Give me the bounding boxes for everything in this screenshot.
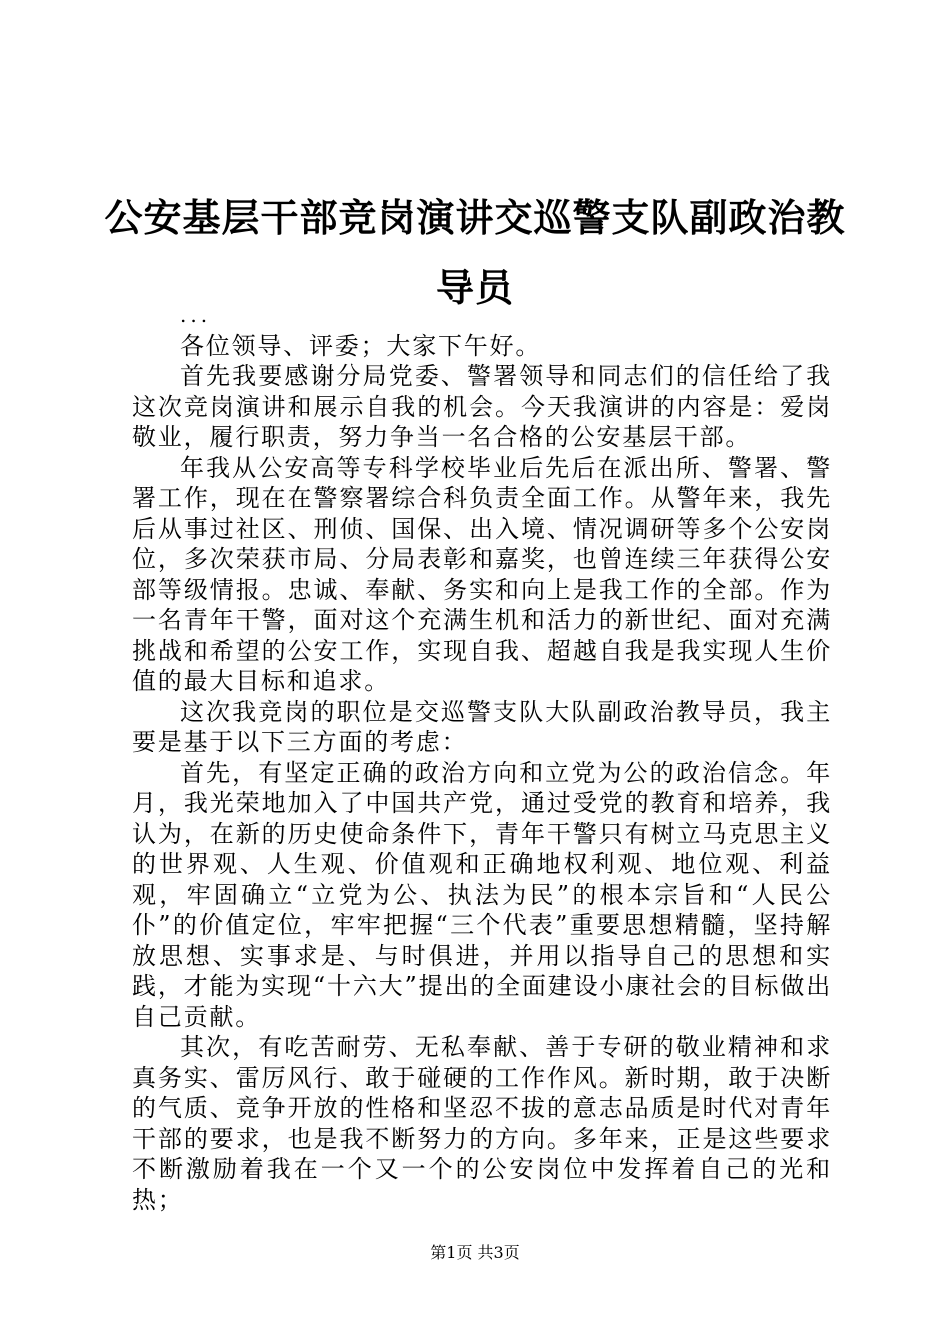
paragraph-background: 年我从公安高等专科学校毕业后先后在派出所、警署、警署工作，现在在警察署综合科负责全面工作。从警年来，我先后从事过社区、刑侦、国保、出入境、情况调研等多个公安岗位，多次荣获市局、分局表彰和嘉奖，也曾连续三年获得公安部等级情报。忠诚、奉献、务实和向上是我工作的全部。作为一名青年干警，面对这个充满生机和活力的新世纪、面对充满挑战和希望的公安工作，实现自我、超越自我是我实现人生价值的最大目标和追求。 — [132, 453, 832, 695]
document-body — [132, 300, 832, 1215]
document-title: 公安基层干部竞岗演讲交巡警支队副政治教导员 — [104, 195, 846, 311]
paragraph-first-reason: 首先，有坚定正确的政治方向和立党为公的政治信念。年月，我光荣地加入了中国共产党，通过受党的教育和培养，我认为，在新的历史使命条件下，青年干警只有树立马克思主义的世界观、人生观、价值观和正确地权利观、地位观、利益观，牢固确立“立党为公、执法为民”的根本宗旨和“人民公仆”的价值定位，牢牢把握“三个代表”重要思想精髓，坚持解放思想、实事求是、与时俱进，并用以指导自己的思想和实践，才能为实现“十六大”提出的全面建设小康社会的目标做出自己贡献。 — [132, 758, 832, 1031]
paragraph-greeting: 各位领导、评委；大家下午好。 — [180, 331, 542, 360]
paragraph-position: 这次我竞岗的职位是交巡警支队大队副政治教导员，我主要是基于以下三方面的考虑： — [132, 697, 832, 756]
paragraph-second-reason: 其次，有吃苦耐劳、无私奉献、善于专研的敬业精神和求真务实、雷厉风行、敢于碰硬的工作作风。新时期，敢于决断的气质、竞争开放的性格和坚忍不拔的意志品质是时代对青年干部的要求，也是我不断努力的方向。多年来，正是这些要求不断激励着我在一个又一个的公安岗位中发挥着自己的光和热； — [132, 1033, 832, 1214]
page-footer: 第1页 共3页 — [430, 1243, 520, 1262]
ellipsis-line: ... — [180, 303, 212, 327]
paragraph-thanks: 首先我要感谢分局党委、警署领导和同志们的信任给了我这次竞岗演讲和展示自我的机会。今天我演讲的内容是：爱岗敬业，履行职责，努力争当一名合格的公安基层干部。 — [132, 362, 832, 451]
